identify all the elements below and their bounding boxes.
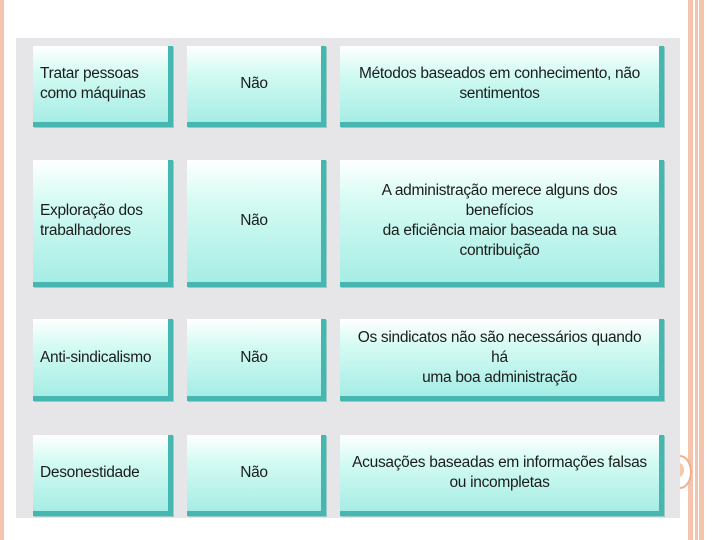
- cell-text: Não: [240, 75, 268, 92]
- cell-text: Não: [240, 212, 268, 229]
- table-cell-explanation: [340, 46, 664, 127]
- cell-text: Anti-sindicalismo: [40, 348, 152, 366]
- table-cell-explanation: [340, 160, 664, 287]
- cell-text: Não: [240, 348, 268, 366]
- cell-text: Métodos baseados em conhecimento, não sentimentos: [358, 65, 640, 102]
- table-cell-criticism: [33, 46, 173, 127]
- slide-border-line: [693, 0, 695, 540]
- slide-left-border: [0, 0, 4, 540]
- cell-text: Tratar pessoas como máquinas: [40, 65, 146, 102]
- table-cell-criticism: [33, 319, 173, 401]
- slide-border-line: [698, 0, 699, 540]
- cell-text: Não: [240, 464, 268, 481]
- table-cell-answer: [187, 160, 326, 287]
- table-cell-answer: [187, 435, 326, 516]
- table-cell-answer: [187, 319, 326, 401]
- cell-text: Exploração dos trabalhadores: [40, 202, 143, 239]
- cell-text: Acusações baseadas em informações falsas ou incompletas: [352, 454, 647, 491]
- table-cell-explanation: [340, 319, 664, 401]
- table-cell-answer: [187, 46, 326, 127]
- table-cell-criticism: [33, 435, 173, 516]
- cell-text: Desonestidade: [40, 464, 140, 481]
- slide-right-border: [688, 0, 704, 540]
- cell-text: Os sindicatos não são necessários quando há uma boa administração: [357, 328, 642, 386]
- cell-text: A administração merece alguns dos benefícios da eficiência maior baseada na sua contribuição: [381, 182, 618, 259]
- table-cell-explanation: [340, 435, 664, 516]
- table-cell-criticism: [33, 160, 173, 287]
